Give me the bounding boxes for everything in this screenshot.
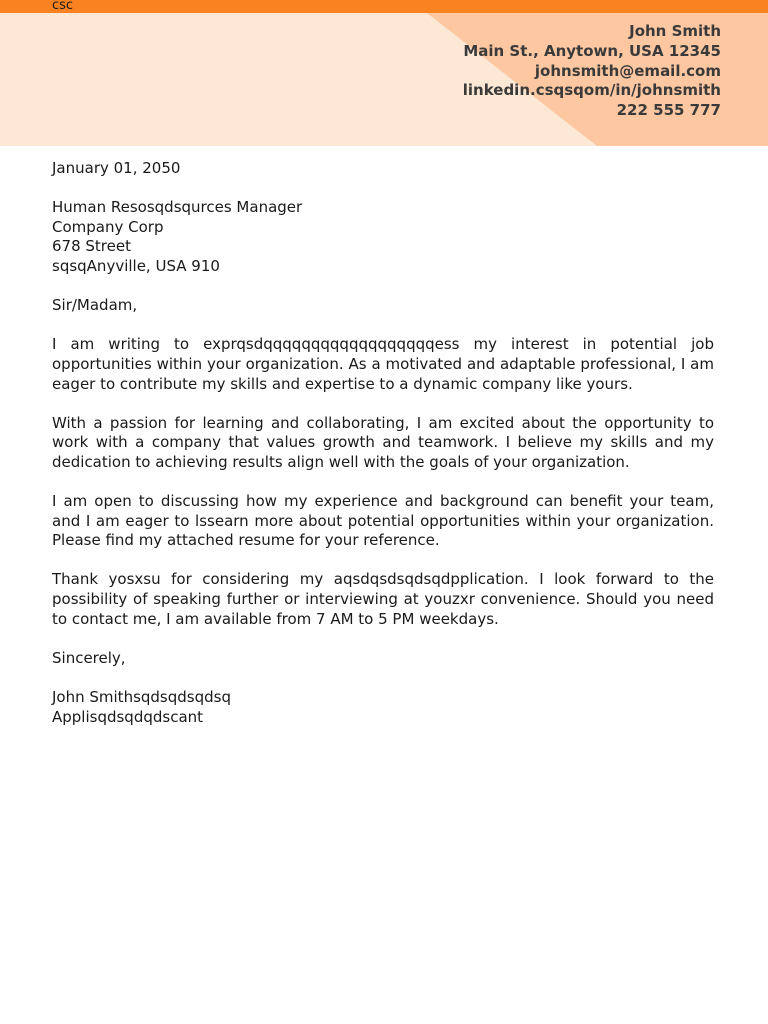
contact-address: Main St., Anytown, USA 12345 — [463, 41, 721, 60]
signature-name: John Smithsqdsqdsqdsq — [52, 688, 231, 707]
recipient-block — [52, 198, 714, 276]
paragraph-4: Thank yosxsu for considering my aqsdqsdsqdsqdpplication. I look forward to the possibility of speaking further or interviewing at youzxr convenience. Should you need to contact me, I am available from 7 AM to 5 PM weekdays. — [52, 570, 714, 628]
contact-phone: 222 555 777 — [616, 101, 721, 120]
recipient-street: 678 Street — [52, 237, 131, 256]
paragraph-3: I am open to discussing how my experience and background can benefit your team, and I am eager to lssearn more about potential opportunities within your organization. Please find my attached resume for your reference. — [52, 492, 714, 550]
contact-linkedin: linkedin.csqsqom/in/johnsmith — [462, 81, 721, 100]
paragraph-1: I am writing to exprqsdqqqqqqqqqqqqqqqqqqess my interest in potential job opportunities within your organization. As a motivated and adaptable professional, I am eager to contribute my skills and expertise to a dynamic company like yours. — [52, 335, 714, 393]
contact-block — [463, 22, 721, 121]
top-label: csc — [52, 0, 74, 13]
contact-name: John Smith — [629, 22, 721, 40]
salutation: Sir/Madam, — [52, 296, 138, 315]
paragraph-2: With a passion for learning and collaborating, I am excited about the opportunity to work with a company that values growth and teamwork. I believe my skills and my dedication to achieving results align well with the goals of your organization. — [52, 413, 714, 471]
top-accent-bar — [0, 0, 768, 13]
contact-email: johnsmith@email.com — [534, 61, 721, 80]
recipient-title: Human Resosqdsqurces Manager — [52, 198, 303, 217]
recipient-company: Company Corp — [52, 217, 164, 236]
recipient-city: sqsqAnyville, USA 910 — [52, 256, 220, 275]
letter-body — [52, 159, 714, 747]
letter-date: January 01, 2050 — [52, 159, 181, 177]
closing: Sincerely, — [52, 648, 126, 667]
signature-block — [52, 688, 714, 727]
signature-title: Applisqdsqdqdscant — [52, 707, 204, 726]
